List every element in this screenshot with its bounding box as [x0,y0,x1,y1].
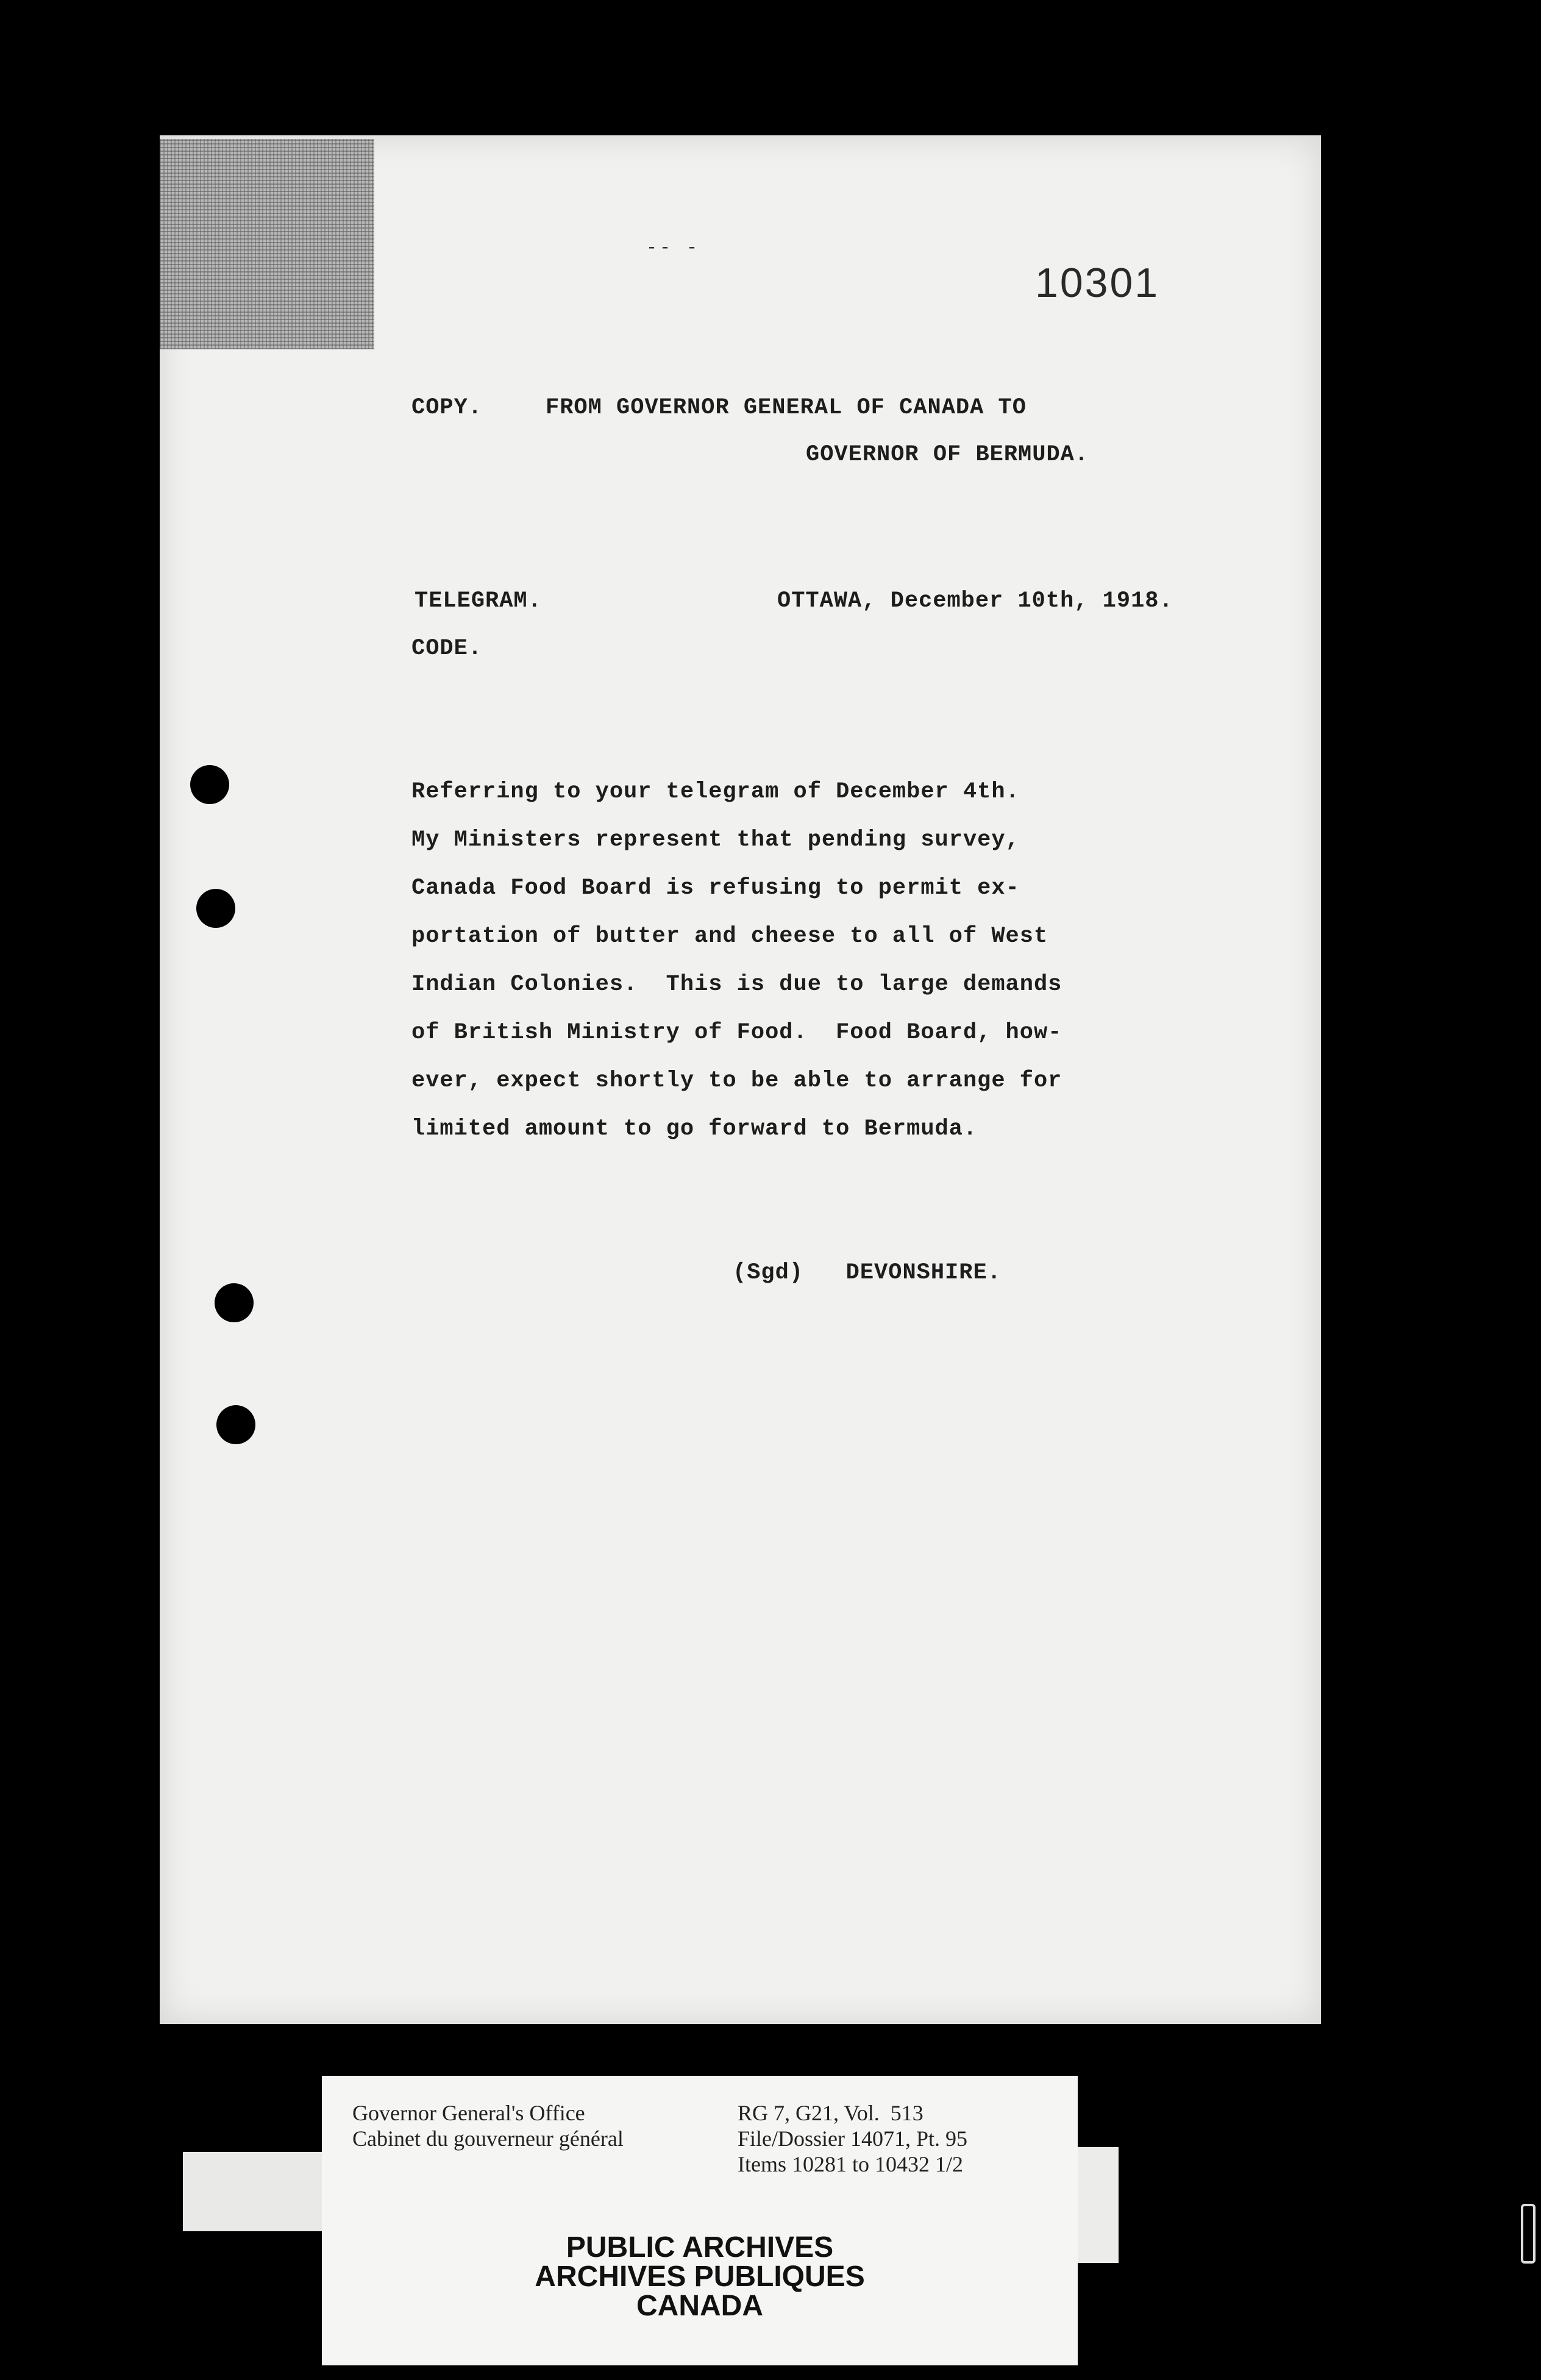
document-number: 10301 [1035,260,1160,306]
archive-ref-1: RG 7, G21, Vol. 513 [738,2101,924,2125]
body-line: Referring to your telegram of December 4th. [411,779,1020,805]
archive-label [322,2076,1078,2365]
body-line: Canada Food Board is refusing to permit ex- [411,875,1020,901]
punch-hole-3 [215,1283,254,1322]
archive-ref-3: Items 10281 to 10432 1/2 [738,2152,963,2176]
stamp-archives-publiques: ARCHIVES PUBLIQUES [535,2261,865,2293]
body-line: My Ministers represent that pending survey, [411,827,1020,853]
film-edge-mark [1521,2204,1536,2264]
body-line: portation of butter and cheese to all of West [411,924,1048,949]
grey-scale-swatch [160,139,374,349]
punch-hole-2 [196,889,235,928]
office-en: Governor General's Office [352,2101,585,2125]
stamp-public-archives: PUBLIC ARCHIVES [566,2231,834,2264]
body-line: ever, expect shortly to be able to arrange for [411,1068,1062,1094]
to-line: GOVERNOR OF BERMUDA. [806,442,1089,468]
from-line: FROM GOVERNOR GENERAL OF CANADA TO [546,395,1027,421]
header-smudge: -- - [646,238,700,258]
copy-label: COPY. [411,395,483,421]
body-line: limited amount to go forward to Bermuda. [411,1116,978,1142]
archive-tab-left [183,2152,324,2231]
punch-hole-4 [216,1405,255,1444]
telegram-label: TELEGRAM. [415,588,542,614]
body-line: Indian Colonies. This is due to large demands [411,972,1062,997]
body-line: of British Ministry of Food. Food Board, how- [411,1020,1062,1046]
archive-ref-2: File/Dossier 14071, Pt. 95 [738,2126,968,2151]
punch-hole-1 [190,765,229,804]
signature: (Sgd) DEVONSHIRE. [733,1260,1002,1286]
office-fr: Cabinet du gouverneur général [352,2126,624,2151]
code-label: CODE. [411,636,483,661]
place-date: OTTAWA, December 10th, 1918. [777,588,1173,614]
stamp-canada: CANADA [636,2290,763,2322]
